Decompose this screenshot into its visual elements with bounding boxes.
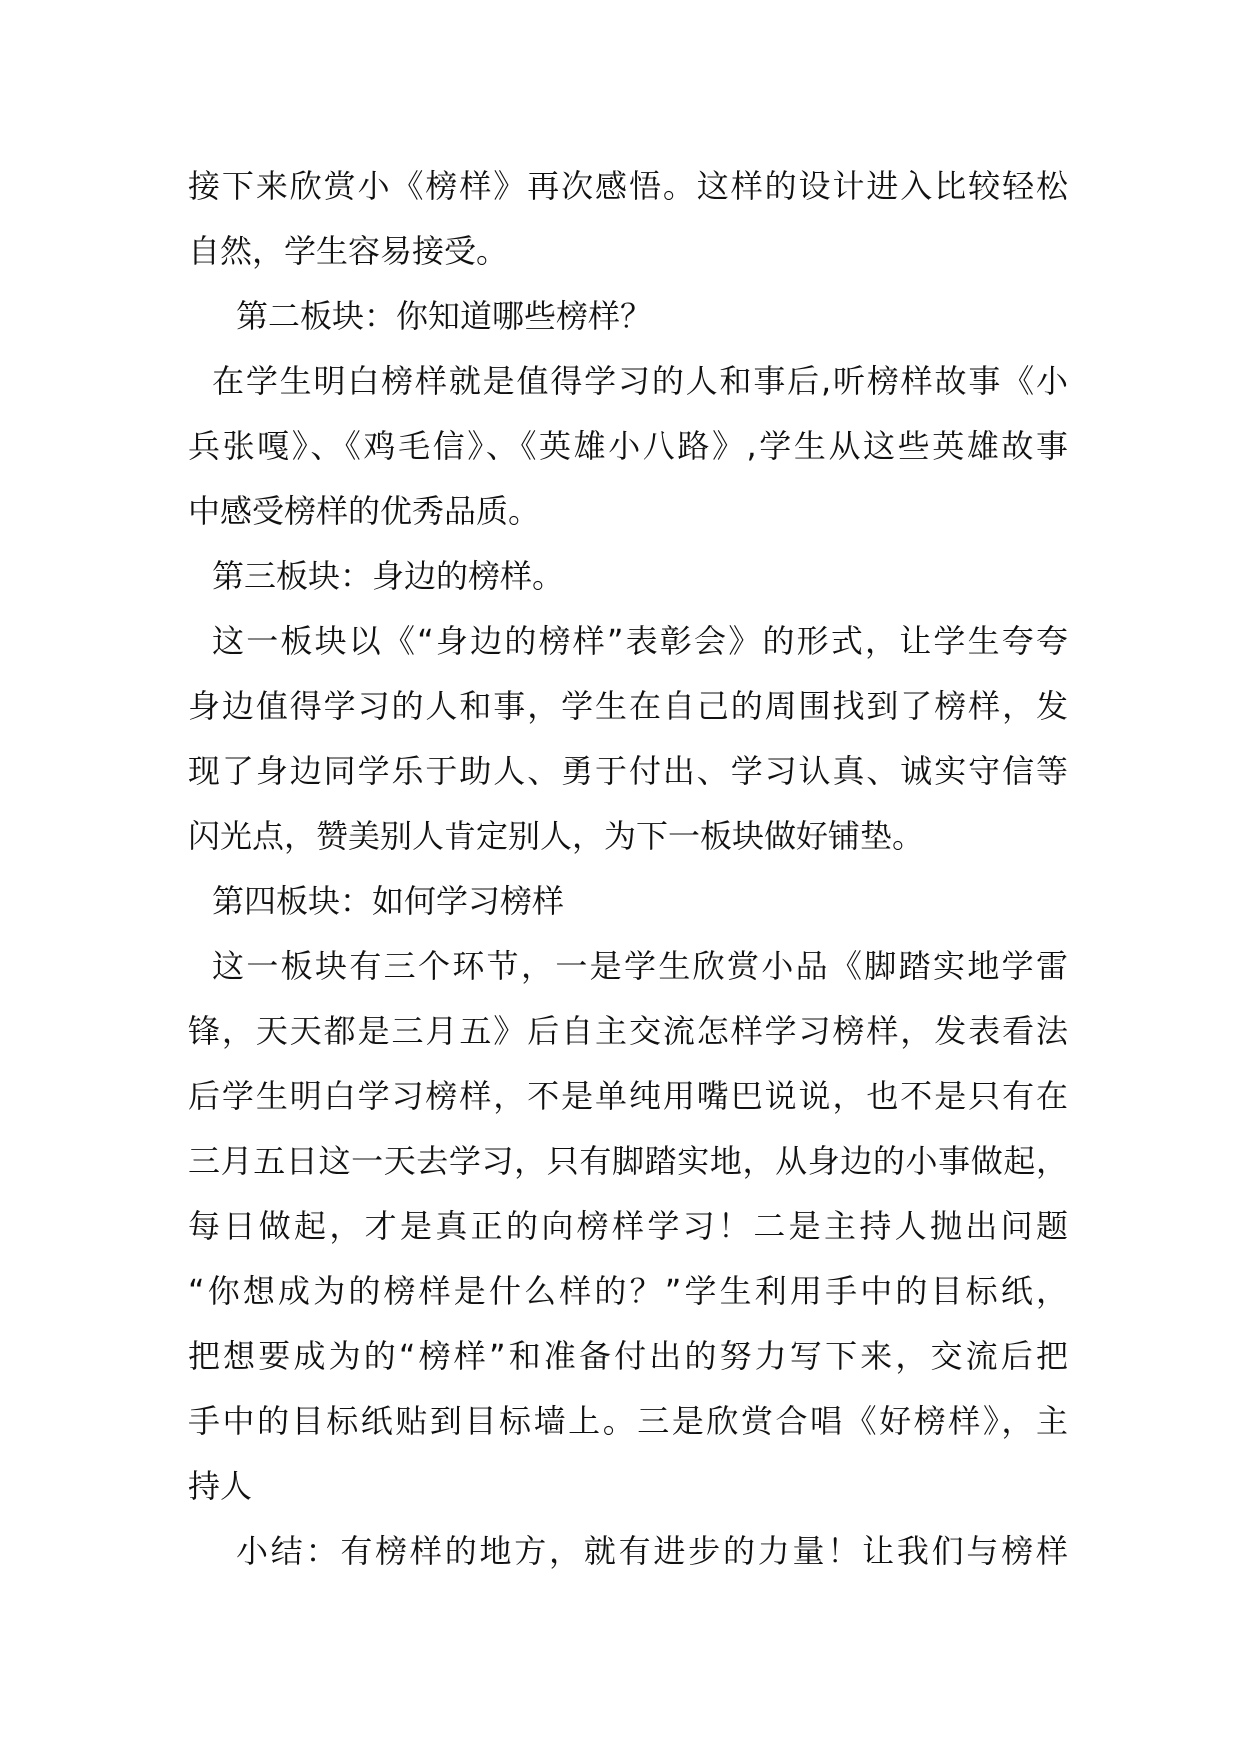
text-line-1: 接下来欣赏小《榜样》再次感悟。这样的设计进入比较轻松 [188, 167, 1068, 205]
text-line-8: 这一板块以《“身边的榜样”表彰会》的形式，让学生夸夸 [212, 622, 1068, 660]
text-line-15: 后学生明白学习榜样，不是单纯用嘴巴说说，也不是只有在 [188, 1077, 1068, 1115]
text-line-16: 三月五日这一天去学习，只有脚踏实地，从身边的小事做起， [188, 1142, 1068, 1180]
text-line-6: 中感受榜样的优秀品质。 [188, 492, 541, 530]
text-line-13: 这一板块有三个环节，一是学生欣赏小品《脚踏实地学雷 [212, 947, 1068, 985]
section-heading-4: 第四板块：如何学习榜样 [212, 882, 565, 920]
text-line-17: 每日做起，才是真正的向榜样学习！二是主持人抛出问题 [188, 1207, 1068, 1245]
summary-line: 小结：有榜样的地方，就有进步的力量！让我们与榜样 [236, 1532, 1068, 1570]
text-line-19: 把想要成为的“榜样”和准备付出的努力写下来，交流后把 [188, 1337, 1068, 1375]
text-line-9: 身边值得学习的人和事，学生在自己的周围找到了榜样，发 [188, 687, 1068, 725]
text-line-10: 现了身边同学乐于助人、勇于付出、学习认真、诚实守信等 [188, 752, 1068, 790]
section-heading-2: 第二板块：你知道哪些榜样？ [236, 297, 653, 335]
text-line-2: 自然，学生容易接受。 [188, 232, 509, 270]
text-line-11: 闪光点，赞美别人肯定别人，为下一板块做好铺垫。 [188, 817, 925, 855]
text-line-5: 兵张嘎》、《鸡毛信》、《英雄小八路》,学生从这些英雄故事 [188, 427, 1068, 465]
text-line-4: 在学生明白榜样就是值得学习的人和事后,听榜样故事《小 [212, 362, 1068, 400]
section-heading-3: 第三板块：身边的榜样。 [212, 557, 565, 595]
text-line-20: 手中的目标纸贴到目标墙上。三是欣赏合唱《好榜样》，主 [188, 1402, 1068, 1440]
text-line-18: “你想成为的榜样是什么样的？”学生利用手中的目标纸， [188, 1272, 1068, 1310]
document-body [188, 154, 1068, 1584]
text-line-21: 持人 [188, 1467, 253, 1505]
text-line-14: 锋，天天都是三月五》后自主交流怎样学习榜样，发表看法 [188, 1012, 1068, 1050]
